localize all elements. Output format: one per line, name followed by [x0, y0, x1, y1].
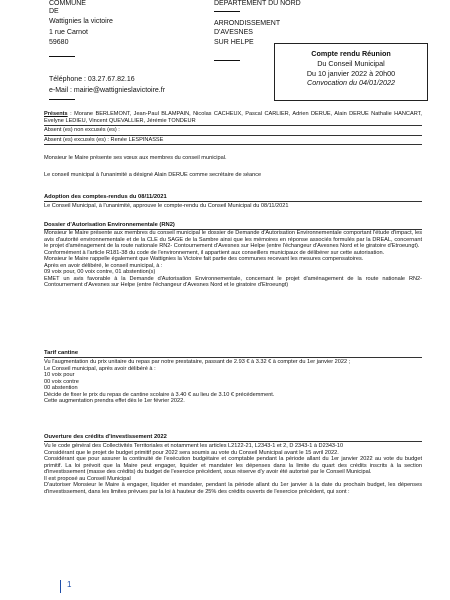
box-date: Du 10 janvier 2022 à 20h00 [306, 68, 396, 78]
arrondissement-line: D'AVESNES [214, 29, 253, 37]
absent-excused: Absent (es) excusés (es) : Renée LESPINASSE [44, 136, 422, 146]
section-credits-body [44, 443, 422, 495]
paragraph: Vu l'augmentation du prix unitaire du repas par notre prestataire, passant de 2.93 € à 3.32 € à compter du 1er janvier 2022 ; [44, 359, 351, 365]
page-margin-marker [60, 580, 61, 593]
paragraph: Cette augmentation prendra effet dès le 1er février 2022. [44, 398, 185, 405]
section-adoption-text: Le Conseil Municipal, à l'unanimité, approuve le compte-rendu du Conseil Municipal du 08/11/2021 [44, 203, 289, 209]
meeting-title-box [274, 43, 428, 101]
paragraph: 00 abstention [44, 385, 78, 392]
commune-name: Wattignies la victoire [49, 18, 113, 26]
present-label: Présents [44, 111, 68, 117]
box-convocation: Convocation du 04/01/2022 [307, 78, 395, 88]
section-title-adoption: Adoption des comptes-rendus du 08/11/2021 [44, 194, 422, 202]
section-title-cantine: Tarif cantine [44, 350, 422, 358]
paragraph: 10 voix pour [44, 372, 75, 379]
header-center-rule-2 [214, 60, 240, 61]
paragraph: Considérant que le projet de budget primitif pour 2022 sera soumis au vote du Conseil Municipal avant le 15 avril 2022. [44, 449, 339, 456]
paragraph: 00 voix contre [44, 378, 79, 385]
arrondissement-line: ARRONDISSEMENT [214, 20, 281, 28]
commune-line: DE [49, 8, 59, 16]
commune-line: COMMUNE [49, 0, 86, 7]
section-title-credits: Ouverture des crédits d'investissement 2022 [44, 434, 422, 442]
paragraph: D'autoriser Monsieur le Maire à engager, liquider et mandater, pendant la période allant du 1er janvier à la date du prochain budget, les dépenses d'investissement, dans les limites prévues par la loi à hauteur de 25% des crédits ouverts de l'exercice précédent, qui sont : [44, 482, 422, 495]
present-list: : Morane BERLEMONT, Jean-Paul BLAMPAIN, Nicolas CACHEUX, Pascal CARLIER, Adrien DERUE, Alain DERUE Nathalie HANCART, Evelyne LEDIEU, Vincent QUEVALLIER, Jérémie TONDEUR [44, 111, 422, 124]
paragraph: Conformément à l'article R181-38 du code de l'environnement, il appartient aux conseillers municipaux de délibérer sur cette autorisation. [44, 249, 385, 256]
paragraph: Il est proposé au Conseil Municipal [44, 475, 131, 482]
section-rn2-body [44, 230, 422, 289]
phone-number: Téléphone : 03.27.67.82.16 [49, 76, 135, 83]
intro-wishes: Monsieur le Maire présente ses vœux aux membres du conseil municipal. [44, 155, 227, 161]
arrondissement-line: SUR HELPE [214, 38, 254, 46]
attendance-block [44, 111, 422, 145]
box-subtitle: Du Conseil Municipal [317, 58, 385, 68]
absent-unexcused: Absent (es) non excusés (es) : [44, 126, 422, 136]
paragraph: Monsieur le Maire présente aux membres du conseil municipal le dossier de Demande d'Autorisation Environnementale comportant l'étude d'impact, les avis d'autorité environnementale et de la CLE du SAGE de la Sambre ainsi que les mémoires en réponse associés formulés par la DREAL, concernant le projet d'aménagement de la route nationale RN2- Contournement d'Avesnes sur Helpe (entre l'échangeur d'Avesnes Nord et le giratoire d'Etroeungt). [44, 230, 422, 250]
page-number: 1 [67, 580, 72, 589]
section-cantine-body [44, 359, 422, 405]
paragraph: Monsieur le Maire rappelle également que Wattignies la Victoire fait partie des communes recevant les mesures compensatoires. [44, 256, 364, 263]
header-center-rule [214, 11, 240, 12]
intro-secretary: Le conseil municipal à l'unanimité a désigné Alain DERUE comme secrétaire de séance [44, 172, 262, 178]
paragraph: Après en avoir délibéré, le conseil municipal, à : [44, 262, 163, 269]
section-title-rn2: Dossier d'Autorisation Environnementale (RN2) [44, 222, 422, 230]
paragraph: EMET un avis favorable à la Demande d'Autorisation Environnementale, concernant le projet d'aménagement de la route nationale RN2- Contournement d'Avesnes sur Helpe (entre l'échangeur d'Avesnes Nord et le giratoire d'Etroeungt) [44, 275, 422, 289]
commune-header [49, 0, 113, 47]
commune-address: 1 rue Carnot [49, 28, 88, 36]
commune-postcode: 59680 [49, 38, 69, 46]
header-left-rule-2 [49, 99, 75, 100]
email-address: e-Mail : mairie@wattigniesl​avictoire.fr [49, 87, 166, 94]
header-left-rule [49, 56, 75, 57]
paragraph: Le Conseil municipal, après avoir délibéré à : [44, 365, 156, 372]
department-line: DÉPARTEMENT DU NORD [214, 0, 301, 7]
paragraph: 09 voix pour, 00 voix contre, 01 abstention(s) [44, 269, 156, 276]
paragraph: Considérant que pour assurer la continuité de l'exécution budgétaire et comptable pendant la période allant du 1er janvier 2022 au vote du budget primitif. La loi prévoit que la Maire peut engager, liquider et mandater les dépenses dans la limite du quart des crédits inscrits à la section d'investissement (masse des crédits) du budget de l'exercice précédent, sous réserve d'y avoir été autorisé par le Conseil Municipal. [44, 456, 422, 476]
paragraph: Vu le code général des Collectivités Territoriales et notamment les articles L2122-21, L2343-1 et 2, D 2343-1 à D2343-10 [44, 443, 344, 449]
box-title: Compte rendu Réunion [311, 49, 391, 58]
department-header [214, 0, 301, 47]
paragraph: Décide de fixer le prix du repas de cantine scolaire à 3.40 € au lieu de 3.10 € précédemment. [44, 391, 275, 398]
